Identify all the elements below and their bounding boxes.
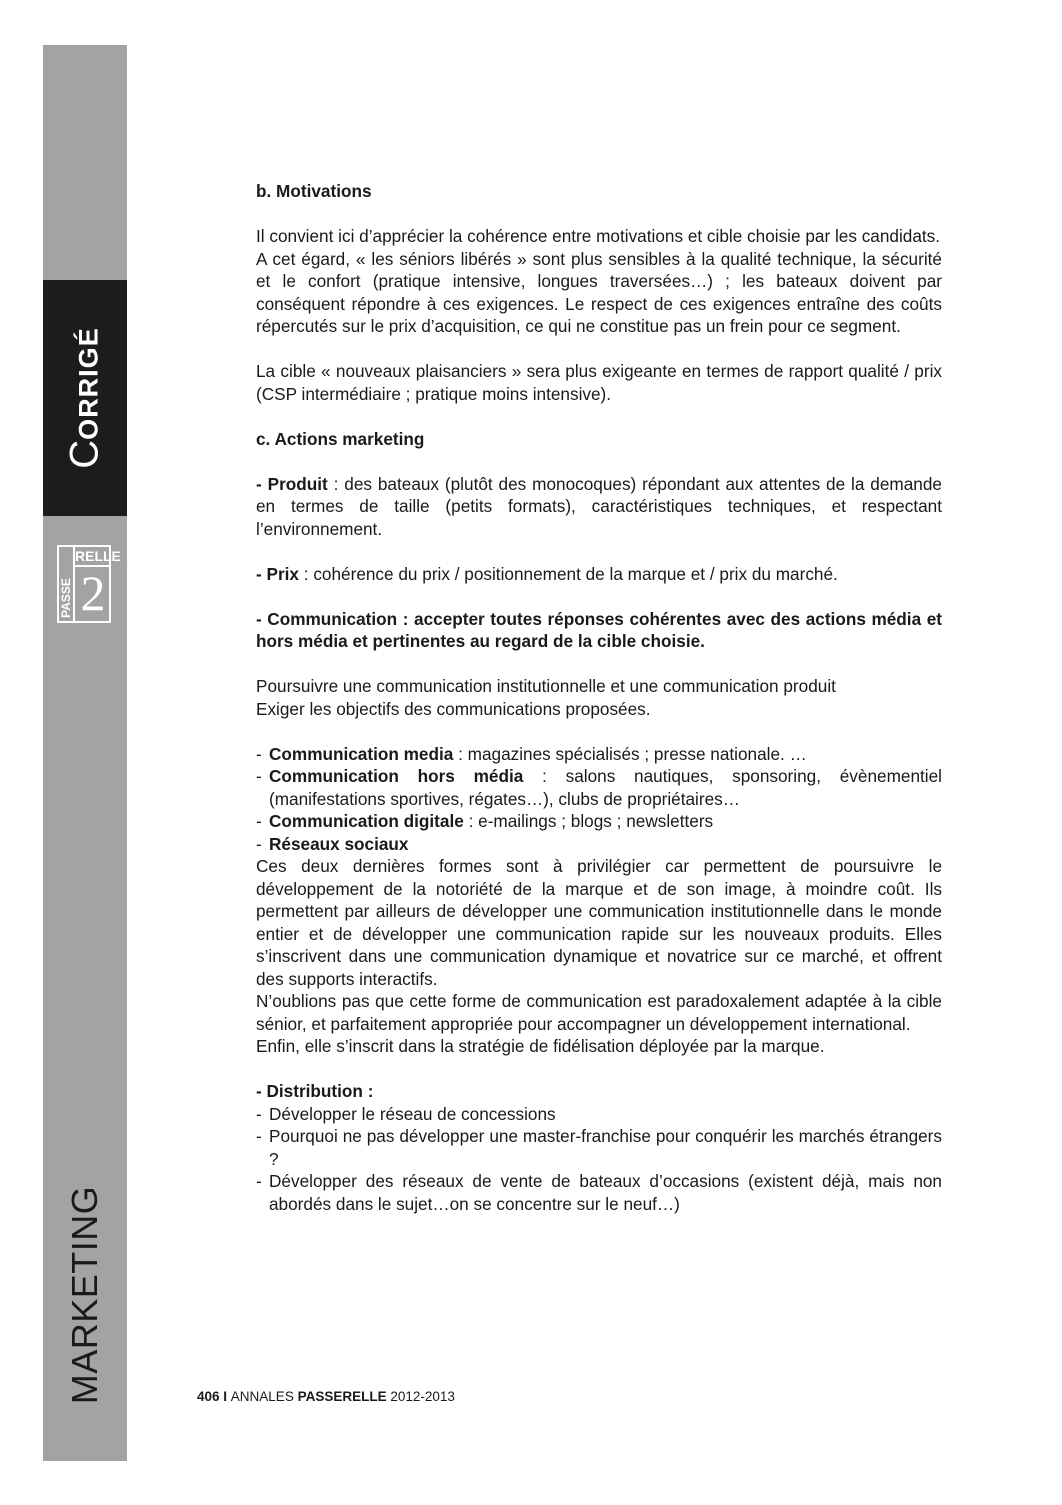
communication-list: [256, 743, 942, 856]
paragraph-produit: - Produit : des bateaux (plutôt des monocoques) répondant aux attentes de la demande en termes de taille (petits formats), caractéristiques techniques, et respectant l’environnement.: [256, 473, 942, 539]
paragraph-coherence: Il convient ici d’apprécier la cohérence entre motivations et cible choisie par les candidats.: [256, 226, 941, 246]
page-number: 406: [197, 1389, 220, 1404]
heading-motivations: b. Motivations: [256, 181, 372, 201]
paragraph-seniors: A cet égard, « les séniors libérés » sont plus sensibles à la qualité technique, la sécurité et le confort (pratique intensive, longues traversées…) ; les bateaux doivent par conséquent répondre à ces exigences. Le respect de ces exigences entraîne des coûts répercutés sur le prix d’acquisition, ce qui ne constitue pas un frein pour ce segment.: [256, 248, 942, 336]
heading-distribution: - Distribution :: [256, 1081, 374, 1101]
list-item: - Développer le réseau de concessions: [256, 1103, 556, 1124]
logo-relle-text: RELLE: [75, 547, 109, 567]
list-item: - Communication digitale : e-mailings ; blogs ; newsletters: [256, 811, 714, 831]
heading-communication: - Communication : accepter toutes réponses cohérentes avec des actions média et hors média et pertinentes au regard de la cible choisie.: [256, 608, 942, 651]
paragraph-deux-formes: Ces deux dernières formes sont à privilégier car permettent de poursuivre le développement de la notoriété de la marque et de son image, à moindre coût. Ils permettent par ailleurs de développer une communication institutionnelle dans le monde entier et de développer une communication rapide sur les nouveaux produits. Elles s’inscrivent dans une communication dynamique et novatrice sur ce marché, et offrent des supports interactifs.: [256, 856, 942, 989]
logo-passe-text: PASSE: [59, 578, 73, 618]
list-item: - Communication hors média : salons nautiques, sponsoring, évènementiel (manifestations sportives, régates…), clubs de propriétaires…: [256, 766, 942, 809]
distribution-list: [256, 1103, 942, 1216]
paragraph-comm-objectifs: Exiger les objectifs des communications proposées.: [256, 698, 651, 719]
section-label-marketing: MARKETING: [64, 1185, 105, 1405]
page-content: [256, 180, 942, 1215]
logo-number: 2: [80, 565, 106, 621]
paragraph-nouveaux-plaisanciers: La cible « nouveaux plaisanciers » sera plus exigeante en termes de rapport qualité / prix (CSP intermédiaire ; pratique moins intensive).: [256, 361, 942, 404]
list-item: - Pourquoi ne pas développer une master-franchise pour conquérir les marchés étrangers ?: [256, 1126, 942, 1169]
paragraph-prix: - Prix : cohérence du prix / positionnement de la marque et / prix du marché.: [256, 563, 838, 584]
heading-actions-marketing: c. Actions marketing: [256, 428, 425, 449]
corrige-label: CORRIGÉ: [62, 327, 107, 469]
page-footer: 406 I ANNALES PASSERELLE 2012-2013: [197, 1389, 455, 1404]
paragraph-cible-senior: N’oublions pas que cette forme de communication est paradoxalement adaptée à la cible sénior, et parfaitement appropriée pour accompagner un développement international.: [256, 991, 942, 1034]
list-item: - Communication media : magazines spécialisés ; presse nationale. …: [256, 743, 807, 764]
corrige-tab: [43, 280, 127, 516]
list-item: - Développer des réseaux de vente de bateaux d’occasions (existent déjà, mais non abordés dans le sujet…on se concentre sur le neuf…): [256, 1171, 942, 1214]
paragraph-fidelisation: Enfin, elle s’inscrit dans la stratégie de fidélisation déployée par la marque.: [256, 1036, 825, 1056]
paragraph-comm-institutionnelle: Poursuivre une communication institutionnelle et une communication produit: [256, 676, 836, 696]
passerelle-2-logo: [57, 545, 121, 623]
list-item: - Réseaux sociaux: [256, 833, 409, 854]
